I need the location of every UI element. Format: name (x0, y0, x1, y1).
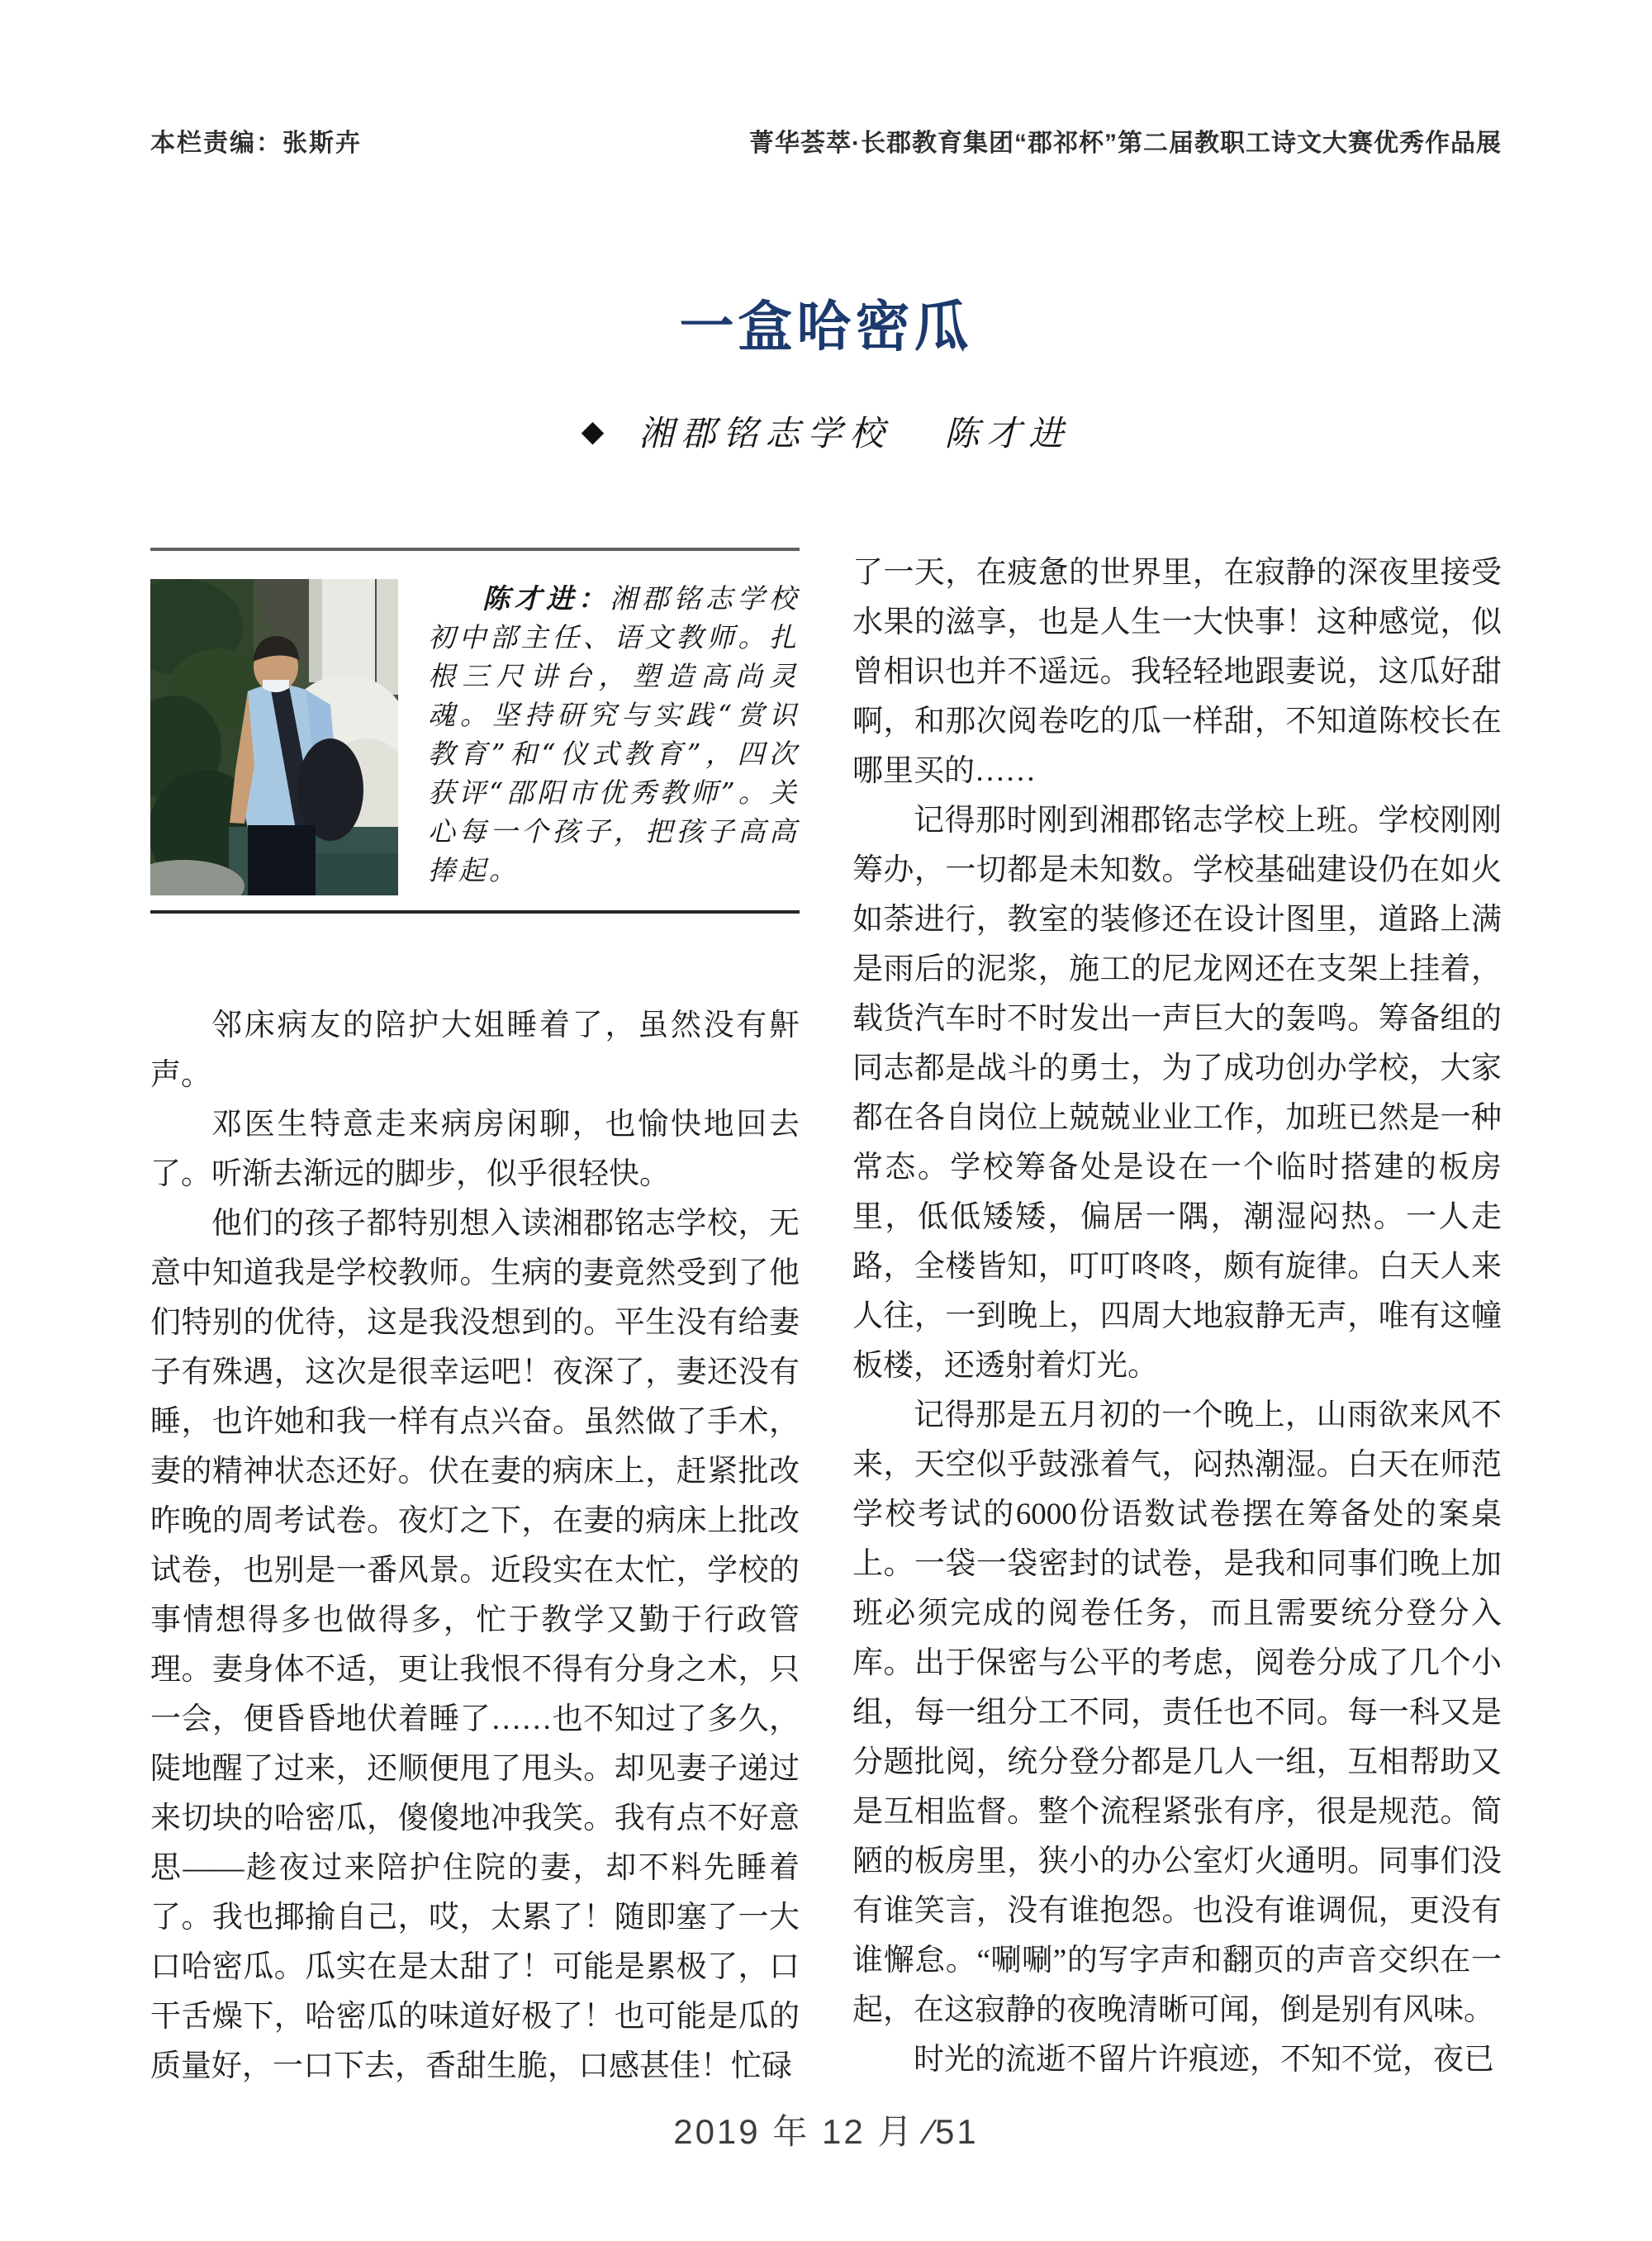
author-profile-box (150, 548, 800, 914)
paragraph: 邓医生特意走来病房闲聊，也愉快地回去了。听渐去渐远的脚步，似乎很轻快。 (150, 1108, 800, 1191)
header-banner: 菁华荟萃·长郡教育集团“郡祁杯”第二届教职工诗文大赛优秀作品展 (749, 130, 1502, 157)
paragraph: 了一天，在疲惫的世界里，在寂静的深夜里接受水果的滋享，也是人生一大快事！这种感觉，似曾相识也并不遥远。我轻轻地跟妻说，这瓜好甜啊，和那次阅卷吃的瓜一样甜，不知道陈校长在哪里买的…… (852, 556, 1502, 788)
diamond-icon: ◆ (581, 414, 605, 449)
author-bio-name: 陈才进： (482, 582, 610, 615)
profile-body (150, 579, 800, 895)
paragraph: 记得那时刚到湘郡铭志学校上班。学校刚刚筹办，一切都是未知数。学校基础建设仍在如火如荼进行，教室的装修还在设计图里，道路上满是雨后的泥浆，施工的尼龙网还在支架上挂着，载货汽车时不时发出一声巨大的轰鸣。筹备组的同志都是战斗的勇士，为了成功创办学校，大家都在各自岗位上兢兢业业工作，加班已然是一种常态。学校筹备处是设在一个临时搭建的板房里，低低矮矮，偏居一隅，潮湿闷热。一人走路，全楼皆知，叮叮咚咚，颇有旋律。白天人来人往，一到晚上，四周大地寂静无声，唯有这幢板楼，还透射着灯光。 (852, 804, 1502, 1383)
paragraph: 记得那是五月初的一个晚上，山雨欲来风不来，天空似乎鼓涨着气，闷热潮湿。白天在师范学校考试的6000份语数试卷摆在筹备处的案桌上。一袋一袋密封的试卷，是我和同事们晚上加班必须完成的阅卷任务，而且需要统分登分入库。出于保密与公平的考虑，阅卷分成了几个小组，每一组分工不同，责任也不同。每一科又是分题批阅，统分登分都是几人一组，互相帮助又是互相监督。整个流程紧张有序，很是规范。简陋的板房里，狭小的办公室灯火通明。同事们没有谁笑言，没有谁抱怨。也没有谁调侃，更没有谁懈怠。“唰唰”的写字声和翻页的声音交织在一起，在这寂静的夜晚清晰可闻，倒是别有风味。 (852, 1398, 1502, 2027)
divider-bottom (150, 910, 800, 914)
byline-school: 湘郡铭志学校 (638, 413, 892, 453)
paragraph: 时光的流逝不留片许痕迹，不知不觉，夜已 (914, 2043, 1494, 2077)
header-editor: 本栏责编：张斯卉 (150, 130, 362, 157)
column-right (852, 548, 1502, 2085)
byline (0, 406, 1652, 456)
author-bio-text: 湘郡铭志学校初中部主任、语文教师。扎根三尺讲台，塑造高尚灵魂。坚持研究与实践“赏识教育”和“仪式教育”，四次获评“邵阳市优秀教师”。关心每一个孩子，把孩子高高捧起。 (428, 582, 800, 886)
page-footer: 2019 年 12 月 ∕51 (673, 2112, 979, 2151)
author-photo (150, 579, 398, 895)
column-left (150, 1001, 800, 2091)
article-title: 一盒哈密瓜 (679, 297, 973, 358)
paragraph: 他们的孩子都特别想入读湘郡铭志学校，无意中知道我是学校教师。生病的妻竟然受到了他们特别的优待，这是我没想到的。平生没有给妻子有殊遇，这次是很幸运吧！夜深了，妻还没有睡，也许她和我一样有点兴奋。虽然做了手术，妻的精神状态还好。伏在妻的病床上，赶紧批改昨晚的周考试卷。夜灯之下，在妻的病床上批改试卷，也别是一番风景。近段实在太忙，学校的事情想得多也做得多，忙于教学又勤于行政管理。妻身体不适，更让我恨不得有分身之术，只一会，便昏昏地伏着睡了……也不知过了多久，陡地醒了过来，还顺便甩了甩头。却见妻子递过来切块的哈密瓜，傻傻地冲我笑。我有点不好意思——趁夜过来陪护住院的妻，却不料先睡着了。我也揶揄自己，哎，太累了！随即塞了一大口哈密瓜。瓜实在是太甜了！可能是累极了，口干舌燥下，哈密瓜的味道好极了！也可能是瓜的质量好，一口下去，香甜生脆，口感甚佳！忙碌 (150, 1207, 800, 2083)
byline-author: 陈才进 (944, 413, 1071, 453)
divider-top (150, 548, 800, 551)
paragraph: 邻床病友的陪护大姐睡着了，虽然没有鼾声。 (150, 1009, 800, 1092)
author-bio (428, 579, 800, 895)
